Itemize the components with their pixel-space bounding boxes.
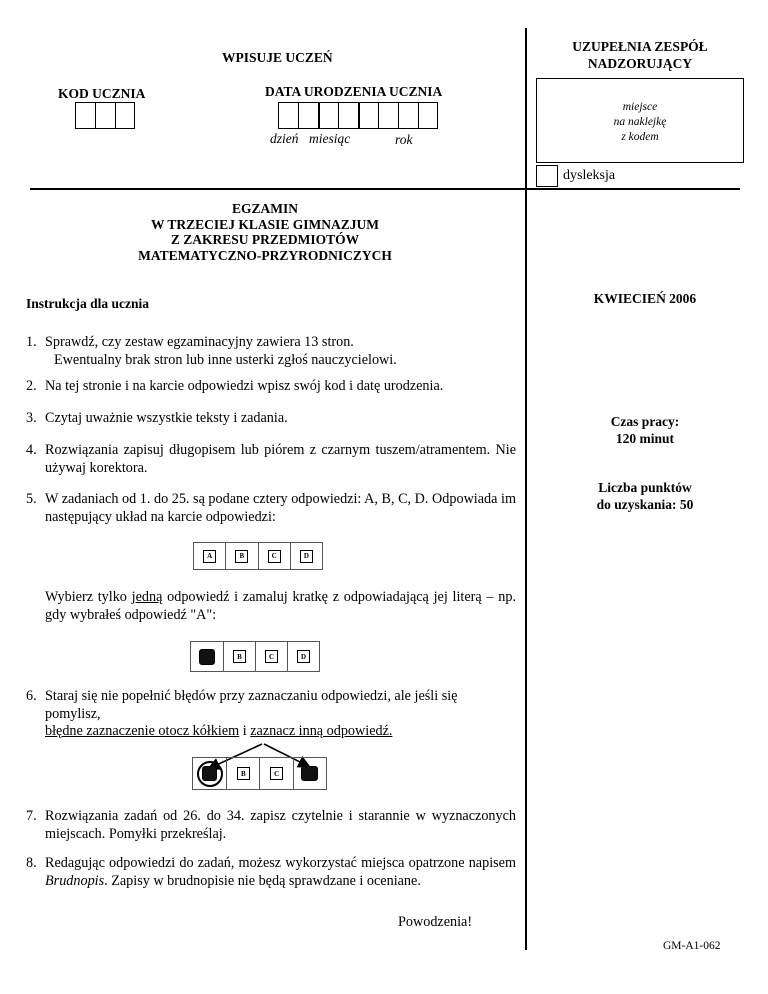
instruction-item: [26, 442, 516, 477]
filled-answer-example: [190, 641, 320, 672]
student-code-boxes[interactable]: [75, 102, 135, 129]
work-time-line: 120 minut: [615, 431, 675, 446]
date-box[interactable]: [418, 102, 438, 129]
item-number: 8.: [26, 855, 37, 871]
code-box[interactable]: [75, 102, 95, 129]
title-line: W TRZECIEJ KLASIE GIMNAZJUM: [151, 216, 379, 232]
item-text: Czytaj uważnie wszystkie teksty i zadania.: [45, 410, 288, 426]
item-number: 3.: [26, 410, 37, 426]
item-text: Redagując odpowiedzi do zadań, możesz wykorzystać miejsca opatrzone napisem: [45, 855, 516, 871]
instruction-item: [26, 378, 516, 396]
item-text: Ewentualny brak stron lub inne usterki zgłoś nauczycielowi.: [54, 351, 397, 368]
item-text: Rozwiązania zadań od 26. do 34. zapisz czytelnie i starannie w wyznaczonych miejscach. Pomyłki przekreślaj.: [45, 808, 516, 842]
item-text: Sprawdź, czy zestaw egzaminacyjny zawiera 13 stron.: [45, 334, 354, 350]
item-number: 7.: [26, 808, 37, 824]
item-number: 6.: [26, 688, 37, 704]
correction-example: [192, 757, 327, 790]
work-time-line: Czas pracy:: [610, 414, 680, 429]
answer-box-c: C: [270, 767, 283, 780]
instructions-heading: Instrukcja dla ucznia: [26, 296, 150, 311]
instruction-item: [26, 334, 516, 369]
dyslexia-checkbox[interactable]: [536, 165, 558, 187]
dyslexia-label: dysleksja: [563, 168, 616, 183]
item-number: 1.: [26, 334, 37, 350]
month-label: miesiąc: [309, 131, 351, 146]
date-box[interactable]: [278, 102, 298, 129]
title-line: EGZAMIN: [231, 201, 298, 216]
exam-code: GM-A1-062: [663, 940, 721, 952]
choose-text: Wybierz tylko: [45, 589, 132, 605]
item-text: Na tej stronie i na karcie odpowiedzi wpisz swój kod i datę urodzenia.: [45, 378, 444, 394]
item-text: Staraj się nie popełnić błędów przy zaznaczaniu odpowiedzi, ale jeśli się pomylisz,: [45, 688, 458, 722]
item-underlined: zaznacz inną odpowiedź.: [250, 723, 393, 739]
item-number: 4.: [26, 442, 37, 458]
answer-box-b: B: [235, 550, 248, 563]
choose-underlined: jedną: [131, 589, 163, 605]
year-label: rok: [395, 132, 413, 147]
code-box[interactable]: [95, 102, 115, 129]
sticker-line: na naklejkę: [613, 116, 667, 128]
date-box[interactable]: [398, 102, 418, 129]
answer-box-d: D: [300, 550, 313, 563]
birth-date-label: DATA URODZENIA UCZNIA: [265, 84, 443, 99]
student-code-label: KOD UCZNIA: [58, 86, 146, 101]
item-text: W zadaniach od 1. do 25. są podane cztery odpowiedzi: A, B, C, D. Odpowiada im następujący układ na karcie odpowiedzi:: [45, 491, 516, 525]
answer-box-c: C: [265, 650, 278, 663]
exam-date: KWIECIEŃ 2006: [593, 291, 697, 306]
sticker-area: [536, 78, 744, 163]
student-fills-label: WPISUJE UCZEŃ: [222, 50, 333, 65]
date-box[interactable]: [318, 102, 338, 129]
item-italic: Brudnopis: [45, 872, 105, 889]
date-box[interactable]: [298, 102, 318, 129]
item-number: 5.: [26, 491, 37, 507]
choose-one-text: [26, 589, 516, 624]
points-info: [560, 479, 730, 513]
exam-title: [100, 201, 430, 263]
instruction-item: [26, 491, 516, 526]
answer-box-d: D: [297, 650, 310, 663]
answer-box-a-filled: [199, 649, 215, 665]
good-luck: Powodzenia!: [398, 914, 473, 930]
circled-wrong-answer: [197, 761, 223, 787]
points-line: do uzyskania: 50: [596, 497, 694, 512]
horizontal-divider: [30, 188, 740, 190]
date-box[interactable]: [378, 102, 398, 129]
answer-box-a: A: [203, 550, 216, 563]
code-box[interactable]: [115, 102, 135, 129]
instruction-item: [26, 410, 516, 428]
vertical-divider: [525, 28, 527, 950]
item-text: Rozwiązania zapisuj długopisem lub piórem z czarnym tuszem/atramentem. Nie używaj korektora.: [45, 442, 516, 476]
points-line: Liczba punktów: [598, 480, 692, 495]
birth-date-boxes[interactable]: [278, 102, 438, 129]
item-number: 2.: [26, 378, 37, 394]
date-box[interactable]: [358, 102, 378, 129]
team-fills-label: UZUPEŁNIA ZESPÓŁ NADZORUJĄCY: [572, 39, 708, 71]
answer-box-d-filled: [301, 766, 318, 781]
instruction-item: [26, 808, 516, 843]
item-text: i: [239, 723, 251, 739]
item-text: . Zapisy w brudnopisie nie będą sprawdzane i oceniane.: [104, 872, 421, 889]
answer-box-c: C: [268, 550, 281, 563]
answer-box-b: B: [233, 650, 246, 663]
answer-box-b: B: [237, 767, 250, 780]
instruction-item: [26, 855, 516, 890]
sticker-line: miejsce: [622, 101, 658, 113]
work-time: [560, 413, 730, 447]
item-underlined: błędne zaznaczenie otocz kółkiem: [45, 723, 240, 739]
day-label: dzień: [270, 131, 299, 146]
choose-text: odpowiedź i zamaluj kratkę z odpowiadającą jej literą – np. gdy wybrałeś odpowiedź "A":: [45, 589, 516, 623]
date-box[interactable]: [338, 102, 358, 129]
sticker-line: z kodem: [621, 131, 659, 143]
title-line: Z ZAKRESU PRZEDMIOTÓW: [170, 232, 360, 247]
answer-row-example: [193, 542, 323, 570]
title-line: MATEMATYCZNO-PRZYRODNICZYCH: [138, 247, 392, 263]
answer-box-a-filled: [202, 766, 217, 781]
instruction-item: [26, 688, 516, 741]
